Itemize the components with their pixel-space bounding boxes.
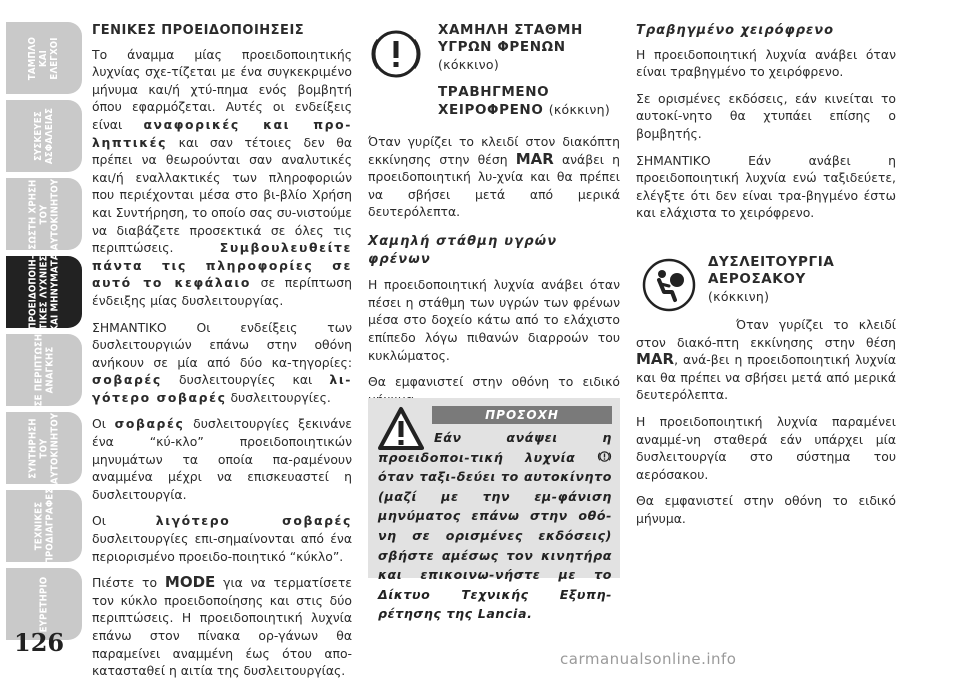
color-label: (κόκκινη) [708,288,770,304]
paragraph [92,574,352,680]
section-title: ΓΕΝΙΚΕΣ ΠΡΟΕΙΔΟΠΟΙΗΣΕΙΣ [92,23,305,38]
emphasis: λι-γότερο σοβαρές [92,372,352,405]
text: Πιέστε το [92,575,165,591]
paragraph: Θα εμφανιστεί στην οθόνη το ειδικό μήνυμα. [636,493,896,526]
brake-warning-icon [368,26,424,82]
text: ανάβει η προειδοποιητική λυ-χνία και θα πρέπει να σβήσει μετά από μερικά δευτερόλεπτα. [368,151,620,220]
emphasis: σοβαρές [92,372,162,388]
subheading: Τραβηγμένο χειρόφρενο [636,23,835,38]
tab-label: ΣΥΣΚΕΥΕΣ ΑΣΦΑΛΕΙΑΣ [32,107,55,165]
title-text: ΧΑΜΗΛΗ ΣΤΑΘΜΗ ΥΓΡΩΝ ΦΡΕΝΩΝ [438,22,583,55]
text: για να τερματίσετε τον κύκλο προειδοποίησης και στις δύο περιπτώσεις. Η προειδοποιητική λυχνία επάνω στον πίνακα ορ-γάνων θα παραμείνει αναμμένη έως ότου απο-κατασταθεί η αιτία της δυσλειτουργίας. [92,575,352,679]
text: Όταν γυρίζει το κλειδί στον διακόπτη εκκίνησης στην θέση [368,134,620,167]
tab-label: ΤΕΧΝΙΚΕΣ ΠΡΟΔΙΑΓΡΑΦΕΣ [33,487,56,565]
caution-box [368,398,620,622]
column-handbrake-airbag [636,22,896,536]
paragraph: Η προειδοποιητική λυχνία ανάβει όταν πέσει η στάθμη των υγρών των φρένων μέσα στο δοχείο κάτω από το ελάχιστο επίπεδο λόγω πιθανών διαρροών του κυκλώματος. [368,277,620,363]
text: Οι [92,513,156,529]
tab-label: ΠΡΟΕΙΔΟΠΟΙΗ- ΤΙΚΕΣ ΛΥΧΝΙΕΣ ΚΑΙ ΜΗΝΥΜΑΤΑ [27,252,61,332]
paragraph: ΣΗΜΑΝΤΙΚΟ Εάν ανάβει η προειδοποιητική λυχνία ενώ ταξιδεύετε, ελέγξτε ότι δεν είναι τρα-βηγμένο έστω και ελάχιστα το χειρόφρενο. [636,152,896,221]
warning-header-brake [368,22,620,119]
emphasis: λιγότερο σοβαρές [155,513,352,529]
tab-label: ΣΕ ΠΕΡΙΠΤΩΣΗ ΑΝΑΓΚΗΣ [32,333,55,407]
caution-header: ΠΡΟΣΟΧΗ [432,406,612,424]
caution-text [378,428,612,624]
emphasis: Συμβουλευθείτε πάντα τις πληροφορίες σε αυτό το κεφάλαιο [92,240,352,291]
column-general-warnings [92,22,352,689]
key-position: MAR [636,350,675,369]
tab-emergency[interactable] [6,334,82,406]
key-position: MAR [515,149,554,168]
tab-label: ΕΥΡΕΤΗΡΙΟ [38,576,50,632]
paragraph: Η προειδοποιητική λυχνία ανάβει όταν είναι τραβηγμένο το χειρόφρενο. [636,46,896,80]
warning-title [708,254,896,306]
paragraph: Η προειδοποιητική λυχνία παραμένει αναμμέ-νη σταθερά εάν υπάρχει μία δυσλειτουργία στο σύστημα του αερόσακου. [636,413,896,482]
paragraph [368,133,620,221]
tab-correct-use[interactable] [6,178,82,250]
tab-warning-lights[interactable] [6,252,82,332]
tab-technical-specs[interactable] [6,487,82,565]
chapter-sidebar [0,0,82,677]
paragraph [92,319,352,407]
paragraph: Σε ορισμένες εκδόσεις, εάν κινείται το αυτοκί-νητο θα χτυπάει επίσης ο βομβητής. [636,90,896,141]
mode-key: MODE [164,573,216,592]
text: Εάν ανάψει η προειδοποι-τική λυχνία [378,430,612,465]
emphasis: σοβαρές [114,416,185,432]
text: ΣΗΜΑΝΤΙΚΟ Οι ενδείξεις των δυσλειτουργιών επάνω στην οθόνη ανήκουν σε μία από δύο κα-τηγορίες: [92,319,352,370]
page-number: 126 [14,628,65,657]
color-label: (κόκκινη) [548,102,611,117]
paragraph [92,415,352,503]
text: Το άναμμα μίας προειδοποιητικής λυχνίας σχε-τίζεται με ένα συγκεκριμένο μήνυμα και/ή χτύ-πημα ενός βομβητή όπου εφαρμόζεται. Αυτές οι ενδείξεις είναι [92,46,352,132]
text: Οι [92,416,115,432]
text: δυσλειτουργίες επι-σημαίνονται από ένα περιορισμένο προειδο-ποιητικό “κύκλο”. [92,531,352,564]
paragraph [92,512,352,565]
text: δυσλειτουργίες και [161,372,330,388]
title-text: ΔΥΣΛΕΙΤΟΥΡΓΙΑ ΑΕΡΟΣΑΚΟΥ [708,253,835,287]
tab-dashboard-controls[interactable] [6,22,82,94]
paragraph [636,316,896,404]
warning-title [438,84,620,119]
text: σε περίπτωση ένδειξης μίας δυσλειτουργίας. [92,275,352,308]
text: Όταν γυρίζει το κλειδί στον διακό-πτη εκκίνησης στην θέση [636,316,896,350]
text: όταν ταξι-δεύει το αυτοκίνητο (μαζί με την εμ-φάνιση μηνύματος επάνω στην οθό-νη σε ορισμένες εκδόσεις) σβήστε αμέσως τον κινητήρα και επικοινω-νήστε με το Δίκτυο Τεχνικής Εξυπη-ρέτησης της Lancia. [378,469,612,622]
tab-safety-devices[interactable] [6,100,82,172]
warning-title [438,22,620,74]
warning-header-airbag [636,252,896,322]
airbag-warning-icon [642,258,696,312]
tab-label: ΣΥΝΤΗΡΗΣΗ ΤΟΥ ΑΥΤΟΚΙΝΗΤΟΥ [27,412,61,484]
watermark: carmanualsonline.info [560,650,737,668]
paragraph [92,46,352,310]
title-text: ΤΡΑΒΗΓΜΕΝΟ ΧΕΙΡΟΦΡΕΝΟ [438,84,550,118]
tab-maintenance[interactable] [6,412,82,484]
paragraph: Θα εμφανιστεί στην οθόνη το ειδικό [368,374,620,390]
text: δυσλειτουργίες ξεκινάνε ένα “κύ-κλο” προειδοποιητικών μηνυμάτων τα οποία πα-ραμένουν αναμμένα μέχρι να επισκευαστεί η δυσλειτουργία. [92,416,352,502]
tab-label: ΤΑΜΠΛΟ ΚΑΙ ΕΛΕΓΧΟΙ [27,36,61,80]
brake-warning-icon [597,450,612,463]
text: και σαν τέτοιες δεν θα πρέπει να θεωρούνται σαν αναλυτικές και/ή εναλλακτικές των πληροφοριών που περιέχονται μέσα στο βι-βλίο Χρήση και Συντήρηση, το οποίο σας συ-νιστούμε να διαβάζετε προσεκτικά σε όλες τις περιπτώσεις. [92,134,352,256]
emphasis: αναφορικές και προ-ληπτικές [92,116,352,150]
text: , ανά-βει η προειδοποιητική λυχνία και θα πρέπει να σβήσει μετά από μερικά δευτερόλεπτα. [636,352,896,403]
column-brake-warnings [368,22,620,417]
tab-label: ΣΩΣΤΗ ΧΡΗΣΗ ΤΟΥ ΑΥΤΟΚΙΝΗΤΟΥ [27,178,61,250]
color-label: (κόκκινο) [438,57,500,72]
subheading: Χαμηλή στάθμη υγρών φρένων [368,233,558,267]
text: δυσλειτουργίες. [226,389,331,405]
